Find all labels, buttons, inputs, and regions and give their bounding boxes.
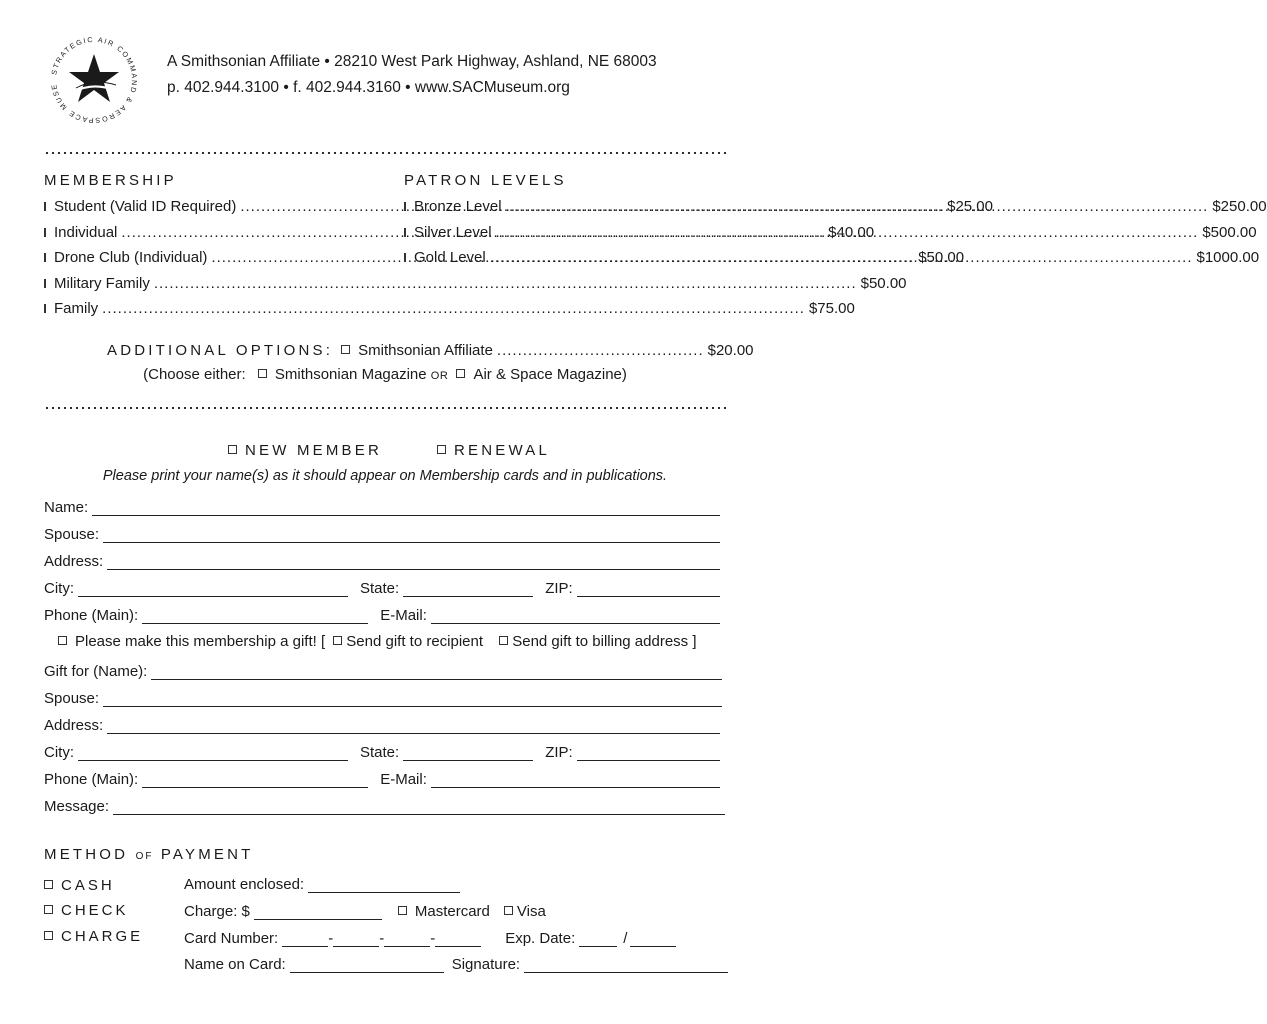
patron-price: $1000.00 [1196, 249, 1260, 266]
address-input[interactable] [107, 555, 720, 570]
membership-checkbox[interactable] [44, 228, 46, 237]
patron-checkbox[interactable] [404, 253, 406, 262]
leader-dots [102, 300, 805, 317]
email-label: E-Mail: [380, 607, 427, 624]
gift-checkbox[interactable] [58, 636, 67, 645]
mastercard-label: Mastercard [414, 903, 490, 920]
phone-label: Phone (Main): [44, 607, 139, 624]
gift-address-input[interactable] [107, 719, 720, 734]
smithsonian-affiliate-label: Smithsonian Affiliate [358, 342, 493, 359]
membership-label: Student (Valid ID Required) [54, 198, 237, 215]
smithsonian-affiliate-price: $20.00 [707, 342, 754, 359]
membership-price: $75.00 [808, 300, 855, 317]
membership-item [44, 300, 855, 326]
charge-label: CHARGE [61, 928, 144, 945]
card-number-group-1[interactable] [282, 932, 328, 947]
star-seal-icon [44, 30, 144, 130]
membership-checkbox[interactable] [44, 279, 46, 288]
name-signature-row [184, 953, 728, 973]
logo-ring-text: STRATEGIC AIR COMMAND & AEROSPACE MUSE [49, 34, 140, 126]
email-input[interactable] [431, 609, 720, 624]
gift-for-input[interactable] [151, 665, 722, 680]
patron-checkbox[interactable] [404, 228, 406, 237]
gift-zip-label: ZIP: [545, 744, 573, 761]
choose-prefix: (Choose either: [143, 366, 246, 383]
new-member-option [228, 442, 382, 459]
state-label: State: [360, 580, 400, 597]
payment-heading [44, 846, 254, 863]
gift-spouse-input[interactable] [103, 692, 722, 707]
gift-for-label: Gift for (Name): [44, 663, 148, 680]
name-label: Name: [44, 499, 89, 516]
charge-amount-input[interactable] [254, 905, 382, 920]
visa-checkbox[interactable] [504, 906, 513, 915]
amount-enclosed-input[interactable] [308, 878, 460, 893]
charge-amount-label: Charge: $ [184, 903, 250, 920]
gift-state-label: State: [360, 744, 400, 761]
check-label: CHECK [61, 902, 129, 919]
leader-dots [154, 275, 857, 292]
print-instructions: Please print your name(s) as it should appear on Membership cards and in publications. [102, 468, 668, 484]
card-number-group-3[interactable] [384, 932, 430, 947]
leader-dots: ........................................ [496, 342, 704, 359]
membership-checkbox[interactable] [44, 304, 46, 313]
check-option [44, 902, 129, 919]
leader-dots [490, 249, 1193, 266]
charge-option [44, 928, 143, 945]
city-label: City: [44, 580, 74, 597]
state-input[interactable] [403, 582, 533, 597]
patron-label: Bronze Level [414, 198, 502, 215]
air-space-magazine-checkbox[interactable] [456, 369, 465, 378]
payment-heading-payment: PAYMENT [160, 846, 254, 863]
smithsonian-magazine-checkbox[interactable] [258, 369, 267, 378]
smithsonian-magazine-label: Smithsonian Magazine [274, 366, 427, 383]
membership-item [44, 274, 907, 301]
gift-label: Please make this membership a gift! [ [75, 633, 326, 650]
leader-dots [496, 224, 1199, 241]
or-word: OR [430, 370, 449, 382]
exp-date-label: Exp. Date: [505, 930, 576, 947]
patron-checkbox[interactable] [404, 202, 406, 211]
gift-city-state-zip-row [44, 741, 720, 761]
card-number-label: Card Number: [184, 930, 279, 947]
smithsonian-affiliate-checkbox[interactable] [341, 345, 350, 354]
charge-amount-row [184, 900, 546, 920]
gift-options-row [58, 633, 697, 650]
patron-price: $250.00 [1212, 198, 1267, 215]
send-recipient-checkbox[interactable] [333, 636, 342, 645]
leader-dots [506, 198, 1209, 215]
send-recipient-label: Send gift to recipient [346, 633, 484, 650]
charge-checkbox[interactable] [44, 931, 53, 940]
mastercard-checkbox[interactable] [398, 906, 407, 915]
divider [44, 407, 728, 409]
patron-label: Silver Level [414, 223, 492, 241]
gift-city-label: City: [44, 744, 74, 761]
membership-checkbox[interactable] [44, 253, 46, 262]
membership-heading: MEMBERSHIP [44, 172, 177, 189]
check-checkbox[interactable] [44, 905, 53, 914]
gift-zip-input[interactable] [577, 746, 720, 761]
cash-checkbox[interactable] [44, 880, 53, 889]
additional-options-heading: ADDITIONAL OPTIONS: [107, 342, 334, 359]
patron-label: Gold Level [414, 249, 486, 266]
exp-month-input[interactable] [579, 932, 617, 947]
gift-email-input[interactable] [431, 773, 720, 788]
membership-price: $50.00 [918, 249, 965, 266]
membership-label: Individual [54, 223, 118, 241]
membership-price: $50.00 [860, 274, 907, 292]
cash-option [44, 877, 115, 894]
exp-year-input[interactable] [630, 932, 676, 947]
gift-email-label: E-Mail: [380, 771, 427, 788]
send-billing-label: Send gift to billing address ] [512, 633, 697, 650]
spouse-label: Spouse: [44, 526, 100, 543]
gift-state-input[interactable] [403, 746, 533, 761]
gift-message-field [44, 795, 725, 815]
new-member-checkbox[interactable] [228, 445, 237, 454]
gift-message-label: Message: [44, 798, 110, 815]
payment-heading-method: METHOD [44, 846, 129, 863]
air-space-magazine-label: Air & Space Magazine) [473, 366, 627, 383]
membership-label: Military Family [54, 274, 150, 292]
send-billing-checkbox[interactable] [499, 636, 508, 645]
header-address-line: A Smithsonian Affiliate • 28210 West Park Highway, Ashland, NE 68003 [167, 53, 657, 70]
gift-spouse-field [44, 687, 722, 707]
patron-heading: PATRON LEVELS [404, 172, 567, 189]
name-on-card-input[interactable] [290, 958, 444, 973]
membership-price: $25.00 [947, 198, 993, 215]
additional-options-row [107, 342, 754, 359]
patron-price: $500.00 [1202, 223, 1257, 241]
gift-address-field [44, 714, 720, 734]
gift-city-input[interactable] [78, 746, 348, 761]
patron-item [404, 198, 1267, 224]
membership-price: $40.00 [828, 223, 875, 241]
zip-input[interactable] [577, 582, 720, 597]
gift-address-label: Address: [44, 717, 104, 734]
city-input[interactable] [78, 582, 348, 597]
gift-spouse-label: Spouse: [44, 690, 100, 707]
renewal-checkbox[interactable] [437, 445, 446, 454]
phone-email-row [44, 604, 720, 624]
renewal-option [437, 442, 550, 459]
payment-heading-of: OF [135, 851, 154, 862]
name-on-card-label: Name on Card: [184, 956, 286, 973]
divider [44, 152, 728, 154]
name-field [44, 496, 720, 516]
spouse-field [44, 523, 720, 543]
visa-label: Visa [516, 903, 546, 920]
signature-label: Signature: [451, 956, 521, 973]
header-contact-line: p. 402.944.3100 • f. 402.944.3160 • www.SACMuseum.org [167, 79, 570, 96]
address-field [44, 550, 720, 570]
name-input[interactable] [92, 501, 720, 516]
signature-input[interactable] [524, 958, 728, 973]
membership-label: Family [54, 300, 99, 317]
museum-logo [44, 30, 144, 130]
amount-enclosed-field [184, 873, 460, 893]
phone-input[interactable] [142, 609, 368, 624]
card-number-group-2[interactable] [333, 932, 379, 947]
membership-checkbox[interactable] [44, 202, 46, 211]
gift-phone-email-row [44, 768, 720, 788]
renewal-label: RENEWAL [454, 442, 551, 459]
zip-label: ZIP: [545, 580, 573, 597]
gift-message-input[interactable] [113, 800, 725, 815]
gift-for-field [44, 660, 722, 680]
amount-enclosed-label: Amount enclosed: [184, 876, 305, 893]
card-number-group-4[interactable] [435, 932, 481, 947]
gift-phone-input[interactable] [142, 773, 368, 788]
new-member-label: NEW MEMBER [245, 442, 382, 459]
city-state-zip-row [44, 577, 720, 597]
membership-label: Drone Club (Individual) [54, 249, 208, 266]
card-number-row: Card Number: - - - Exp. Date: / [184, 927, 676, 947]
spouse-input[interactable] [103, 528, 720, 543]
magazine-choice [0, 366, 770, 383]
address-label: Address: [44, 553, 104, 570]
gift-phone-label: Phone (Main): [44, 771, 139, 788]
cash-label: CASH [61, 877, 115, 894]
